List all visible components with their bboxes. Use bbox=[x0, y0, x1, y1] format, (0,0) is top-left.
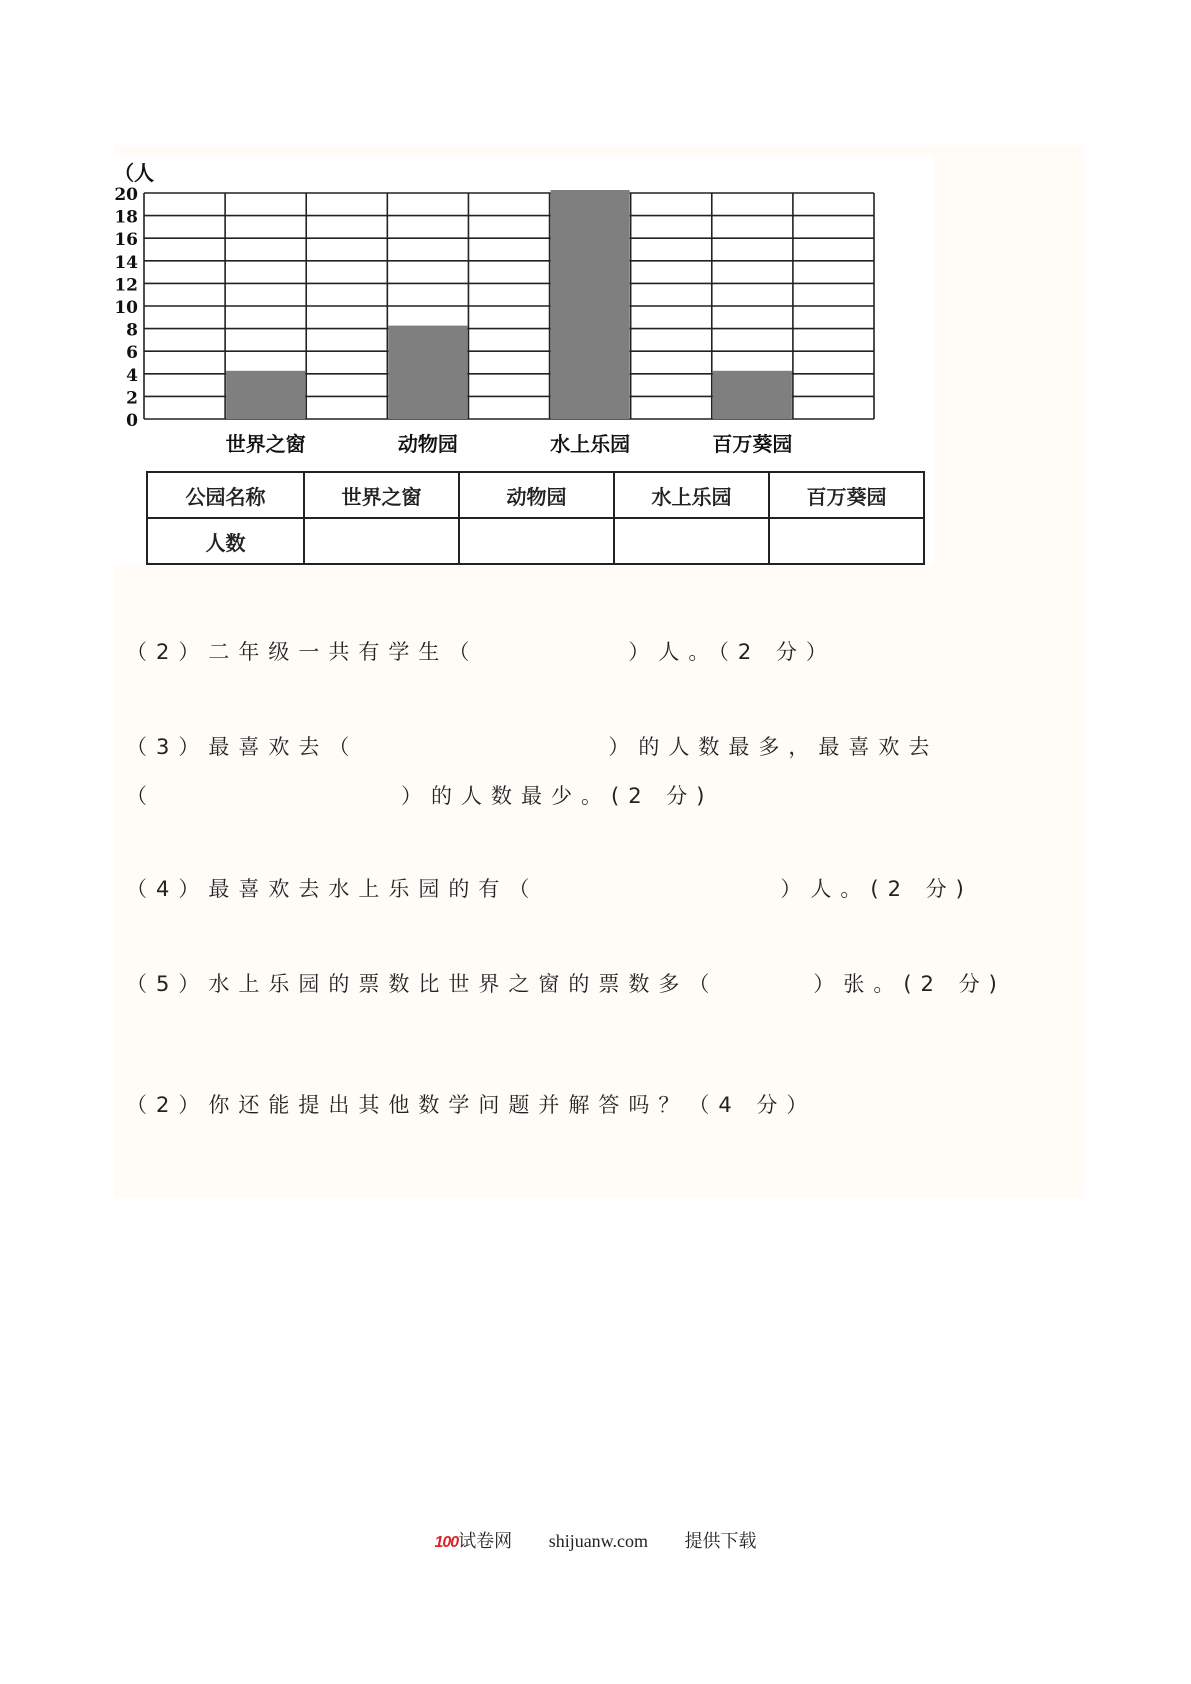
y-tick-label: 10 bbox=[114, 298, 138, 318]
question-text: ）张。(2 分) bbox=[813, 972, 1006, 996]
site-logo: 100 bbox=[434, 1534, 459, 1551]
question-3-line-1 bbox=[126, 731, 938, 761]
bar bbox=[226, 371, 305, 419]
y-tick-label: 8 bbox=[126, 320, 138, 341]
bar-chart bbox=[114, 155, 934, 465]
table-header-cell: 水上乐园 bbox=[614, 472, 769, 518]
question-text: ）的人数最少。(2 分) bbox=[401, 784, 714, 808]
table-header-cell: 百万葵园 bbox=[769, 472, 924, 518]
bar bbox=[388, 326, 467, 419]
bar bbox=[551, 190, 630, 419]
question-text: （4）最喜欢去水上乐园的有（ bbox=[126, 877, 539, 901]
question-2a bbox=[126, 636, 836, 666]
footer-note: 提供下载 bbox=[684, 1531, 757, 1551]
question-text: （3）最喜欢去（ bbox=[126, 735, 359, 759]
answer-cell[interactable] bbox=[304, 518, 459, 564]
footer-brand[interactable] bbox=[434, 1531, 512, 1551]
data-table bbox=[146, 471, 925, 565]
table-header-row bbox=[147, 472, 924, 518]
question-2b: （2）你还能提出其他数学问题并解答吗？（4 分） bbox=[126, 1093, 817, 1117]
y-axis-label: （人 bbox=[114, 161, 154, 185]
question-text: ）人。(2 分) bbox=[780, 877, 973, 901]
y-tick-label: 0 bbox=[126, 411, 138, 431]
answer-cell[interactable] bbox=[459, 518, 614, 564]
question-text: （5）水上乐园的票数比世界之窗的票数多（ bbox=[126, 972, 719, 996]
y-tick-label: 2 bbox=[126, 388, 138, 409]
answer-cell[interactable] bbox=[769, 518, 924, 564]
y-tick-label: 14 bbox=[114, 252, 138, 273]
table-header-cell: 公园名称 bbox=[147, 472, 304, 518]
x-category-label: 世界之窗 bbox=[225, 432, 306, 456]
table-count-row bbox=[147, 518, 924, 564]
y-tick-label: 18 bbox=[114, 207, 138, 228]
question-text: （2）二年级一共有学生（ bbox=[126, 640, 479, 664]
x-category-label: 动物园 bbox=[397, 432, 458, 456]
x-category-label: 水上乐园 bbox=[550, 432, 631, 456]
site-domain-link[interactable]: shijuanw.com bbox=[548, 1531, 649, 1551]
y-tick-label: 12 bbox=[114, 275, 138, 296]
y-tick-label: 4 bbox=[126, 365, 138, 386]
table-header-cell: 世界之窗 bbox=[304, 472, 459, 518]
question-5 bbox=[126, 968, 1006, 998]
question-text: ）的人数最多，最喜欢去 bbox=[608, 735, 939, 759]
y-tick-label: 16 bbox=[114, 230, 138, 251]
answer-cell[interactable] bbox=[614, 518, 769, 564]
y-tick-label: 20 bbox=[114, 185, 138, 205]
x-category-label: 百万葵园 bbox=[712, 432, 793, 456]
table-row-label: 人数 bbox=[147, 518, 304, 564]
question-4 bbox=[126, 873, 973, 903]
y-tick-label: 6 bbox=[126, 343, 138, 364]
site-name: 试卷网 bbox=[458, 1531, 513, 1551]
question-text: ）人。（2 分） bbox=[628, 640, 836, 664]
footer bbox=[0, 1527, 1191, 1553]
question-text: （ bbox=[126, 784, 156, 808]
question-3-line-2 bbox=[126, 780, 713, 810]
table-header-cell: 动物园 bbox=[459, 472, 614, 518]
bar bbox=[713, 371, 792, 419]
